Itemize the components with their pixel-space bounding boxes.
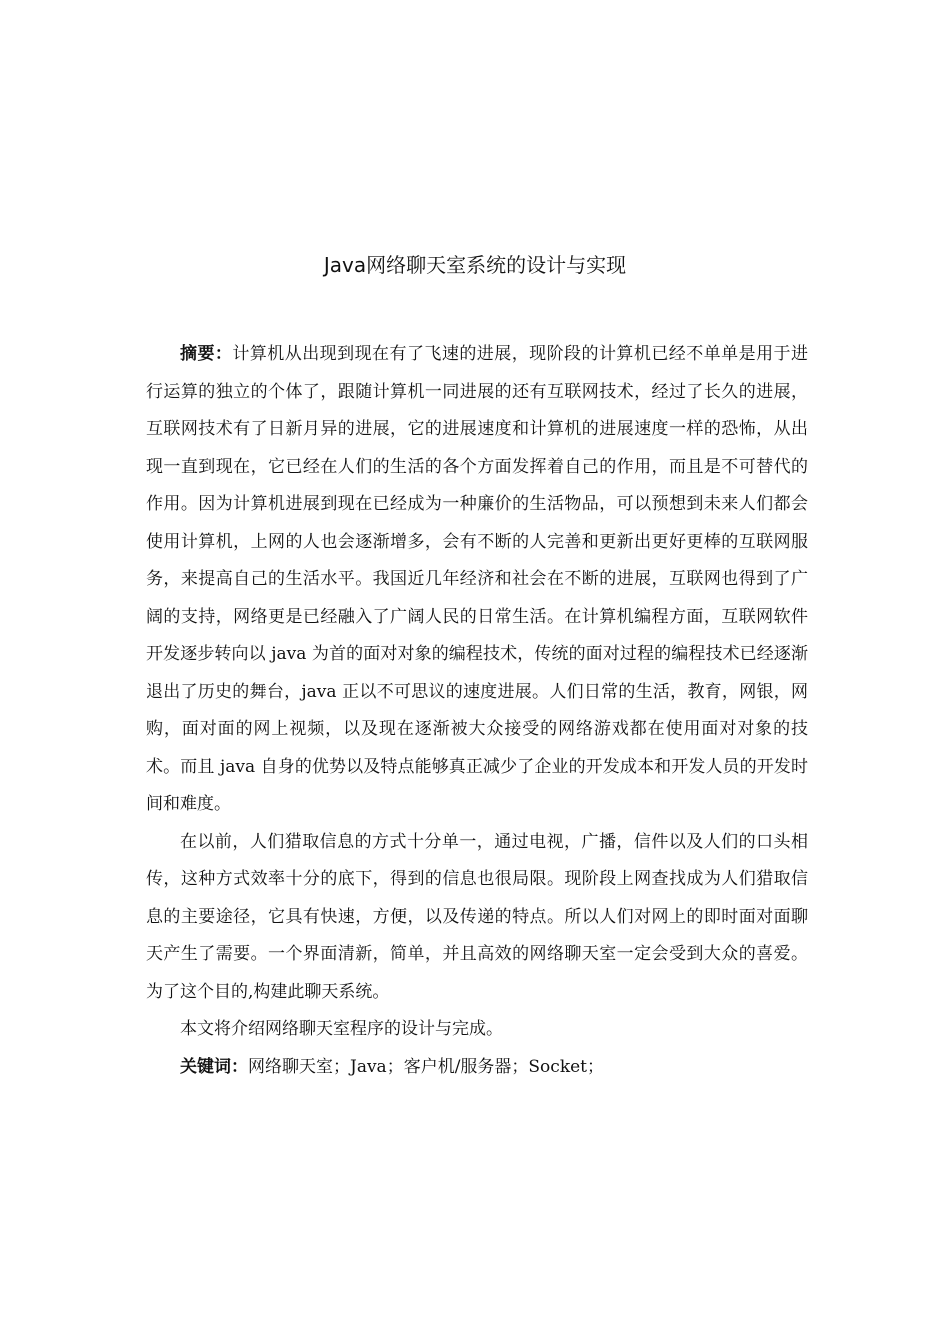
body-paragraph-3: 本文将介绍网络聊天室程序的设计与完成。: [180, 1019, 503, 1039]
keywords-paragraph: [146, 1049, 808, 1087]
body-paragraph-2: 在以前，人们猎取信息的方式十分单一，通过电视，广播，信件以及人们的口头相传，这种方式效率十分的底下，得到的信息也很局限。现阶段上网查找成为人们猎取信息的主要途径，它具有快速，方便，以及传递的特点。所以人们对网上的即时面对面聊天产生了需要。一个界面清新，简单，并且高效的网络聊天室一定会受到大众的喜爱。为了这个目的,构建此聊天系统。: [146, 831, 808, 1002]
keywords-label: 关键词：: [180, 1056, 248, 1077]
abstract-label: 摘要：: [180, 344, 233, 364]
keywords-text: 网络聊天室；Java；客户机/服务器；Socket；: [248, 1056, 605, 1077]
document-title: Java网络聊天室系统的设计与实现: [323, 253, 627, 277]
abstract-paragraph: [146, 336, 808, 824]
document-body: [146, 336, 808, 1086]
abstract-text: 计算机从出现到现在有了飞速的进展，现阶段的计算机已经不单单是用于进行运算的独立的个体了，跟随计算机一同进展的还有互联网技术，经过了长久的进展，互联网技术有了日新月异的进展，它的进展速度和计算机的进展速度一样的恐怖，从出现一直到现在，它已经在人们的生活的各个方面发挥着自己的作用，而且是不可替代的作用。因为计算机进展到现在已经成为一种廉价的生活物品，可以预想到未来人们都会使用计算机，上网的人也会逐渐增多，会有不断的人完善和更新出更好更棒的互联网服务，来提高自己的生活水平。我国近几年经济和社会在不断的进展，互联网也得到了广阔的支持，网络更是已经融入了广阔人民的日常生活。在计算机编程方面，互联网软件开发逐步转向以 java 为首的面对对象的编程技术，传统的面对过程的编程技术已经逐渐退出了历史的舞台，java 正以不可思议的速度进展。人们日常的生活，教育，网银，网购，面对面的网上视频，以及现在逐渐被大众接受的网络游戏都在使用面对对象的技术。而且 java 自身的优势以及特点能够真正减少了企业的开发成本和开发人员的开发时间和难度。: [146, 344, 809, 814]
